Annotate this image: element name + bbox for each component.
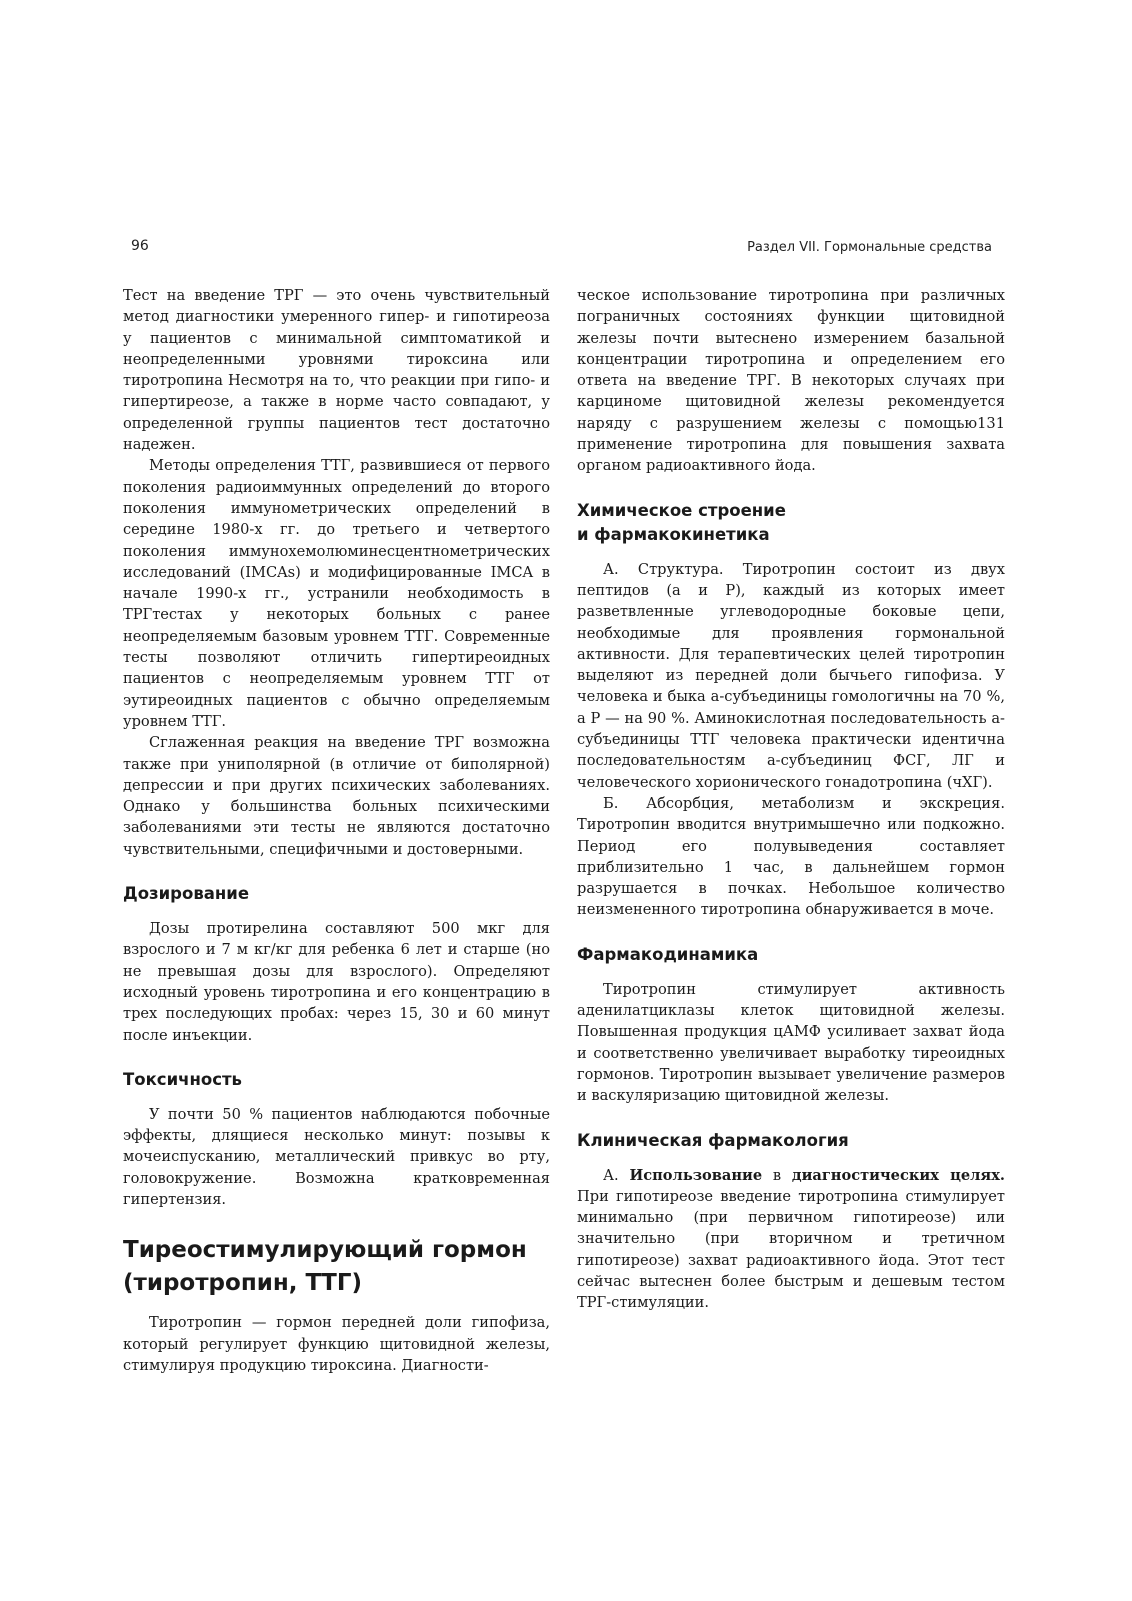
- heading-chemistry: [577, 499, 1005, 547]
- heading-tsh-line1: Тиреостимулирующий гормон: [123, 1237, 527, 1264]
- clinical-mid: в: [762, 1166, 792, 1184]
- paragraph-diagnostic-use: ческое использование тиротропина при различных пограничных состояниях функции щитовидной железы почти вытеснено измерением базальной концентрации тиротропина и определением его ответа на введение ТРГ. В некоторых случаях при карциноме щитовидной железы рекомендуется наряду с разрушением железы с помощью131 применение тиротропина для повышения захвата органом радиоактивного йода.: [577, 287, 1005, 475]
- clinical-bold-diagnostic: диагностических целях.: [791, 1166, 1005, 1184]
- paragraph-structure: А. Структура. Тиротропин состоит из двух пептидов (а и Р), каждый из которых имеет разветвленные углеводородные боковые цепи, необходимые для проявления гормональной активности. Для терапевтических целей тиротропин выделяют из передней доли бычьего гипофиза. У человека и быка а-субъединицы гомологичны на 70 %, а Р — на 90 %. Аминокислотная последовательность а-субъединицы ТТГ человека практически идентична последовательностям а-субъединиц ФСГ, ЛГ и человеческого хорионического гонадотропина (чХГ).: [577, 560, 1005, 791]
- paragraph-toxicity: У почти 50 % пациентов наблюдаются побочные эффекты, длящиеся несколько минут: позывы к мочеиспусканию, металлический привкус во рту, головокружение. Возможна кратковременная гипертензия.: [123, 1105, 550, 1208]
- clinical-bold-use: Использование: [629, 1166, 763, 1184]
- heading-clinical: Клиническая фармакология: [577, 1130, 849, 1150]
- heading-toxicity: Токсичность: [123, 1069, 242, 1089]
- paragraph-absorption: Б. Абсорбция, метаболизм и экскреция. Тиротропин вводится внутримышечно или подкожно. Период его полувыведения составляет приблизительно 1 час, в дальнейшем гормон разрушается в почках. Небольшое количество неизмененного тиротропина обнаруживается в моче.: [577, 794, 1005, 919]
- page-number: 96: [131, 238, 149, 254]
- paragraph-dosing: Дозы протирелина составляют 500 мкг для взрослого и 7 м кг/кг для ребенка 6 лет и старше (но не превышая дозы для взрослого). Определяют исходный уровень тиротропина и его концентрацию в трех последующих пробах: через 15, 30 и 60 минут после инъекции.: [123, 920, 550, 1044]
- paragraph-tsh-intro: Тиротропин — гормон передней доли гипофиза, который регулирует функцию щитовидной железы, стимулируя продукцию тироксина. Диагности-: [123, 1314, 550, 1374]
- paragraph-tsh-methods: Методы определения ТТГ, развившиеся от первого поколения радиоиммунных определений до второго поколения иммунометрических определений в середине 1980-х гг. до третьего и четвертого поколения иммунохемолюминесцентнометрических исследований (IMCAs) и модифицированные IMCA в начале 1990-х гг., устранили необходимость в ТРГтестах у некоторых больных с ранее неопределяемым базовым уровнем ТТГ. Современные тесты позволяют отличить гипертиреоидных пациентов с неопределяемым уровнем ТТГ от эутиреоидных пациентов с обычно определяемым уровнем ТТГ.: [123, 457, 550, 730]
- clinical-prefix: А.: [603, 1166, 630, 1184]
- right-column: [577, 285, 1005, 1314]
- heading-pharmacodynamics: Фармакодинамика: [577, 944, 759, 964]
- left-column: [123, 285, 550, 1376]
- heading-dosing: Дозирование: [123, 884, 250, 904]
- heading-chemistry-line2: и фармакокинетика: [577, 524, 770, 544]
- paragraph-clinical: [577, 1165, 1005, 1314]
- paragraph-trh-test: Тест на введение ТРГ — это очень чувствительный метод диагностики умеренного гипер- и гипотиреоза у пациентов с минимальной симптоматикой и неопределенными уровнями тироксина или тиротропина Несмотря на то, что реакции при гипо- и гипертиреозе, а также в норме часто совпадают, у определенной группы пациентов тест достаточно надежен.: [123, 287, 550, 454]
- paragraph-pharmacodynamics: Тиротропин стимулирует активность аденилатциклазы клеток щитовидной железы. Повышенная продукция цАМФ усиливает захват йода и соответственно увеличивает выработку тиреоидных гормонов. Тиротропин вызывает увеличение размеров и васкуляризацию щитовидной железы.: [577, 980, 1005, 1105]
- paragraph-depression: Сглаженная реакция на введение ТРГ возможна также при униполярной (в отличие от биполярной) депрессии и при других психических заболеваниях. Однако у большинства больных психическими заболеваниями эти тесты не являются достаточно чувствительными, специфичными и достоверными.: [123, 734, 550, 858]
- running-head: Раздел VII. Гормональные средства: [747, 240, 992, 255]
- heading-tsh: [123, 1234, 550, 1300]
- heading-tsh-line2: (тиротропин, ТТГ): [123, 1270, 363, 1297]
- clinical-rest: При гипотиреозе введение тиротропина стимулирует минимально (при первичном гипотиреозе) или значительно (при вторичном и третичном гипотиреозе) захват радиоактивного йода. Этот тест сейчас вытеснен более быстрым и дешевым тестом ТРГ-стимуляции.: [577, 1187, 1005, 1312]
- heading-chemistry-line1: Химическое строение: [577, 500, 786, 520]
